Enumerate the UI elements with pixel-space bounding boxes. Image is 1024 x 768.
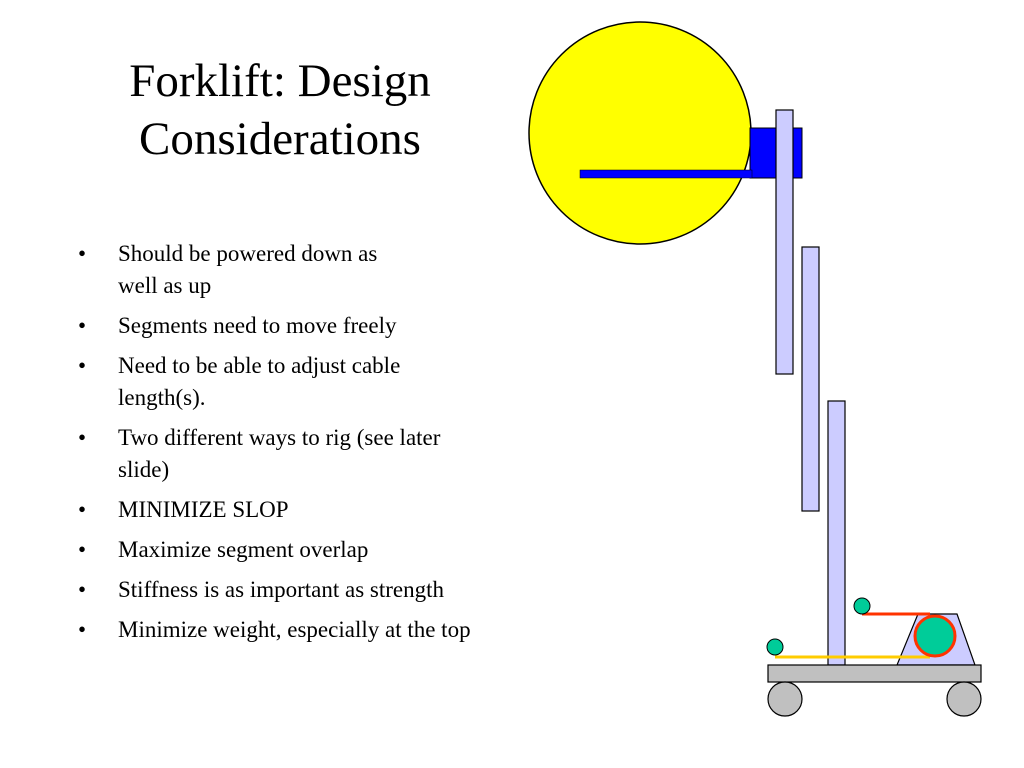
mast-segment-middle xyxy=(802,247,819,511)
title-line-1: Forklift: Design xyxy=(129,55,431,107)
bullet-glyph: • xyxy=(78,617,87,642)
bullet-text: Should be powered down as xyxy=(118,241,378,266)
winch-drum xyxy=(915,616,955,656)
fork-arm xyxy=(580,170,752,178)
bullet-glyph: • xyxy=(78,537,87,562)
base-plate xyxy=(768,665,981,682)
pulley-bottom xyxy=(767,639,783,655)
wheel-left xyxy=(768,682,802,716)
bullet-glyph: • xyxy=(78,425,87,450)
bullet-text: Stiffness is as important as strength xyxy=(118,577,445,602)
mast-segment-top xyxy=(776,110,793,374)
bullet-glyph: • xyxy=(78,241,87,266)
bullet-text: Minimize weight, especially at the top xyxy=(118,617,471,642)
bullet-glyph: • xyxy=(78,497,87,522)
bullet-text: Maximize segment overlap xyxy=(118,537,369,562)
pulley-top xyxy=(854,598,870,614)
bullet-text: well as up xyxy=(118,273,212,298)
bullet-text: Need to be able to adjust cable xyxy=(118,353,401,378)
bullet-glyph: • xyxy=(78,353,87,378)
bullet-text: MINIMIZE SLOP xyxy=(118,497,289,522)
title-line-2: Considerations xyxy=(139,113,421,165)
bullet-text: slide) xyxy=(118,457,170,482)
ball xyxy=(529,22,751,244)
bullet-text: length(s). xyxy=(118,385,206,410)
bullet-text: Segments need to move freely xyxy=(118,313,397,338)
wheel-right xyxy=(947,682,981,716)
bullet-text: Two different ways to rig (see later xyxy=(118,425,441,450)
bullet-glyph: • xyxy=(78,313,87,338)
bullet-glyph: • xyxy=(78,577,87,602)
mast-segment-bottom xyxy=(828,401,845,665)
